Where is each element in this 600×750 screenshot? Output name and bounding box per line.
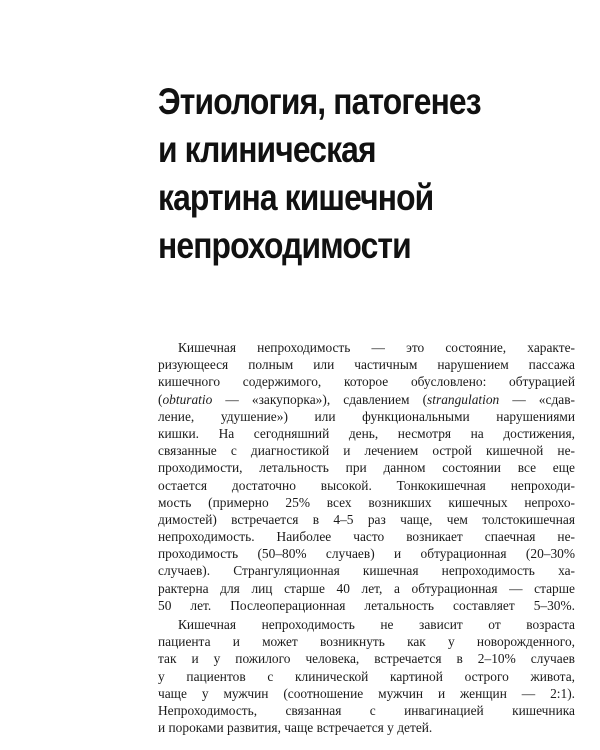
paragraph-2 (158, 616, 575, 736)
text-line: кишки. На сегодняшний день, несмотря на достижения, (158, 425, 575, 441)
text-line: Непроходимость, связанная с инвагинацией кишечника (158, 702, 575, 718)
chapter-title-line: картина кишечной (158, 177, 434, 218)
text-line: кишечного содержимого, которое обусловлено: обтурацией (158, 374, 575, 390)
text-line: случаев). Странгуляционная кишечная непроходимость ха- (158, 563, 575, 579)
text-line: Кишечная непроходимость не зависит от возраста (178, 617, 575, 632)
latin-term: obturatio (162, 391, 213, 407)
text-line: 50 лет. Послеоперационная летальность составляет 5–30%. (158, 597, 575, 613)
text-line: у пациентов с клинической картиной острого живота, (158, 668, 575, 684)
text-line: ризующееся полным или частичным нарушением пассажа (158, 357, 575, 373)
chapter-title (158, 78, 502, 270)
chapter-title-line: Этиология, патогенез (158, 81, 481, 122)
text-line: связанные с диагностикой и лечением острой кишечной не- (158, 443, 575, 459)
text-line: димостей) встречается в 4–5 раз чаще, чем толстокишечная (158, 511, 575, 527)
text-line: пациента и может возникнуть как у новорожденного, (158, 634, 575, 650)
text-line: чаще у мужчин (соотношение мужчин и женщин — 2:1). (158, 685, 575, 701)
text-line: проходимости, летальность при данном состоянии все еще (158, 460, 575, 476)
text-line: Кишечная непроходимость — это состояние, характе- (178, 340, 575, 355)
text-line: и пороками развития, чаще встречается у детей. (158, 720, 433, 736)
paragraph-1 (158, 339, 575, 614)
chapter-title-line: непроходимости (158, 225, 411, 266)
text-line: рактерна для лиц старше 40 лет, а обтурационная — старше (158, 580, 575, 596)
text-line: проходимость (50–80% случаев) и обтурационная (20–30% (158, 546, 575, 562)
latin-term: strangulation (427, 391, 500, 407)
text-line: непроходимость. Наиболее часто возникает спаечная не- (158, 529, 575, 545)
chapter-title-line: и клиническая (158, 129, 376, 170)
text-line: мость (примерно 25% всех возникших кишечных непрохо- (158, 494, 575, 510)
text-line: так и у пожилого человека, встречается в 2–10% случаев (158, 651, 575, 667)
text-line: (obturatio — «закупорка»), сдавлением (strangulation — «сдав- (158, 391, 575, 407)
text-line: остается достаточно высокой. Тонкокишечная непроходи- (158, 477, 575, 493)
text-line: ление, удушение») или функциональными нарушениями (158, 408, 575, 424)
body-text (158, 339, 575, 736)
